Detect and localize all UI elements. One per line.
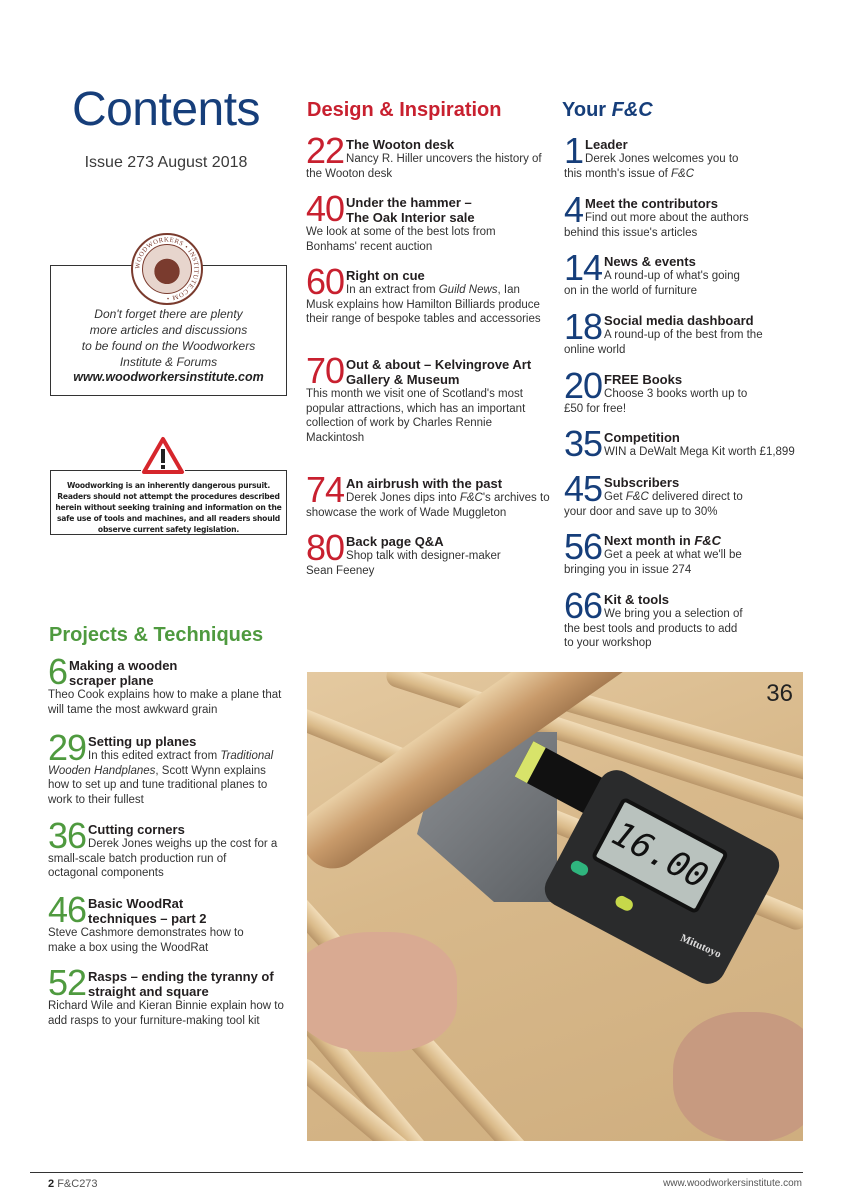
website-link[interactable]: www.woodworkersinstitute.com xyxy=(73,370,264,384)
forum-info-text: Don't forget there are plenty more articles and discussions to be found on the Woodworkers Institute & Forums xyxy=(81,307,256,369)
contents-entry[interactable]: 46 Basic WoodRat techniques – part 2 Steve Cashmore demonstrates how to make a box using the WoodRat xyxy=(48,889,244,954)
caliper-display: 16.00 xyxy=(590,796,729,914)
contents-entry[interactable]: 36 Cutting corners Derek Jones weighs up the cost for a small-scale batch production run of octagonal components xyxy=(48,815,278,879)
contents-entry[interactable]: 40 Under the hammer – The Oak Interior sale We look at some of the best lots from Bonhams' recent auction xyxy=(306,188,496,253)
contents-entry[interactable]: 4 Meet the contributors Find out more about the authors behind this issue's articles xyxy=(564,189,749,239)
contents-entry[interactable]: 66 Kit & tools We bring you a selection of the best tools and products to add to your workshop xyxy=(564,585,743,649)
svg-text:WOODWORKERS • INSTITUTE.COM •: WOODWORKERS • INSTITUTE.COM • xyxy=(134,236,200,302)
contents-entry[interactable]: 74 An airbrush with the past Derek Jones dips into F&C's archives to showcase the work of Wade Muggleton xyxy=(306,469,550,519)
safety-warning-text: Woodworking is an inherently dangerous pursuit. Readers should not attempt the procedures described herein without seeking training and information on the safe use of tools and machines, and all readers should observe current safety legislation. xyxy=(55,481,282,534)
contents-entry[interactable]: 29 Setting up planes In this edited extract from Traditional Wooden Handplanes, Scott Wynn explains how to set up and tune traditional planes to work to their fullest xyxy=(48,727,274,806)
contents-entry[interactable]: 52 Rasps – ending the tyranny of straight and square Richard Wile and Kieran Binnie explain how to add rasps to your furniture-making tool kit xyxy=(48,962,284,1027)
woodworkers-institute-logo-icon xyxy=(131,233,203,305)
footer-divider xyxy=(30,1172,803,1173)
contents-entry[interactable]: 18 Social media dashboard A round-up of the best from the online world xyxy=(564,306,763,356)
caliper-brand: Mitutoyo xyxy=(678,931,723,961)
contents-entry[interactable]: 80 Back page Q&A Shop talk with designer-maker Sean Feeney xyxy=(306,527,501,577)
contents-entry[interactable]: 20 FREE Books Choose 3 books worth up to £50 for free! xyxy=(564,365,748,415)
contents-entry[interactable]: 14 News & events A round-up of what's going on in the world of furniture xyxy=(564,247,740,297)
contents-entry[interactable]: 70 Out & about – Kelvingrove Art Gallery & Museum This month we visit one of Scotland's most popular attractions, which has an important collection of work by Charles Rennie Mackintosh xyxy=(306,350,532,444)
footer-issue: 2 F&C273 xyxy=(48,1178,98,1190)
section-heading-projects: Projects & Techniques xyxy=(49,624,264,646)
caliper-photo xyxy=(307,672,803,1141)
footer-url[interactable]: www.woodworkersinstitute.com xyxy=(663,1178,802,1189)
contents-entry[interactable]: 22 The Wooton desk Nancy R. Hiller uncovers the history of the Wooton desk xyxy=(306,130,542,180)
photo-page-ref: 36 xyxy=(766,680,793,707)
contents-entry[interactable]: 45 Subscribers Get F&C delivered direct to your door and save up to 30% xyxy=(564,468,743,518)
page-title: Contents xyxy=(71,83,261,136)
contents-entry[interactable]: 1 Leader Derek Jones welcomes you to this month's issue of F&C xyxy=(564,130,739,180)
issue-label: Issue 273 August 2018 xyxy=(84,154,248,171)
contents-entry[interactable]: 60 Right on cue In an extract from Guild News, Ian Musk explains how Hamilton Billiards produce their range of bespoke tables and accessories xyxy=(306,261,541,325)
contents-entry[interactable]: 56 Next month in F&C Get a peek at what we'll be bringing you in issue 274 xyxy=(564,526,742,576)
warning-triangle-icon xyxy=(141,436,185,476)
section-heading-design: Design & Inspiration xyxy=(307,99,502,121)
section-heading-your-fc: Your F&C xyxy=(562,99,653,121)
contents-entry[interactable]: 6 Making a wooden scraper plane Theo Cook explains how to make a plane that will tame the most awkward grain xyxy=(48,651,282,716)
contents-entry[interactable]: 35 Competition WIN a DeWalt Mega Kit worth £1,899 xyxy=(564,423,795,464)
